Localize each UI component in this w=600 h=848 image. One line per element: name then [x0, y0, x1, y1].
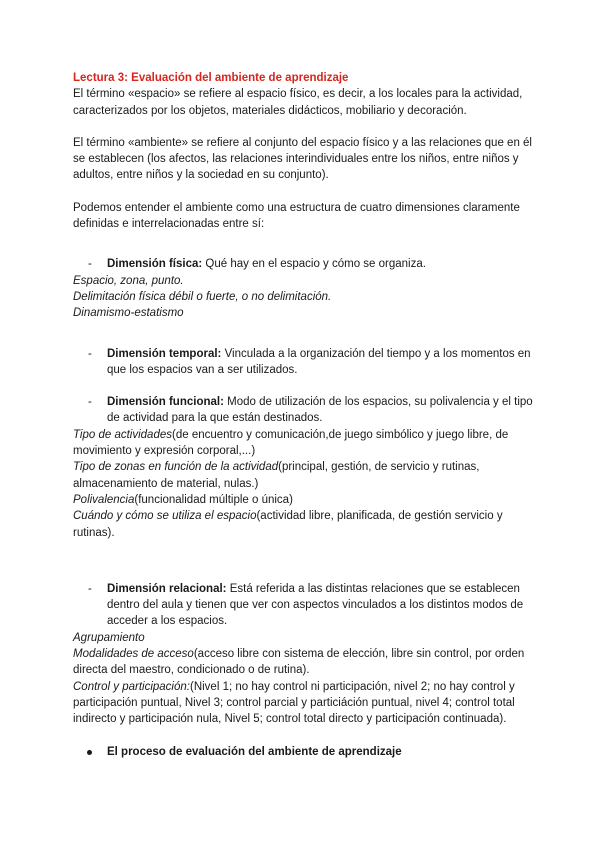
fisica-line: Delimitación física débil o fuerte, o no delimitación.	[73, 290, 332, 303]
dash-marker: -	[88, 347, 92, 360]
paragraph-dimensiones: Podemos entender el ambiente como una estructura de cuatro dimensiones claramente definidas e interrelacionadas entre sí:	[73, 201, 520, 231]
dimension-relacional-label: Dimensión relacional:	[107, 582, 227, 595]
dimension-temporal-label: Dimensión temporal:	[107, 347, 222, 360]
dash-marker: -	[88, 582, 92, 595]
dimension-funcional-text: Modo de utilización de los espacios, su polivalencia y el tipo de actividad para la que están destinados.	[107, 396, 533, 425]
document-content	[73, 70, 533, 760]
dimension-temporal	[73, 346, 533, 379]
bullet-dot-icon	[87, 750, 92, 755]
paragraph-ambiente: El término «ambiente» se refiere al conjunto del espacio físico y a las relaciones que en él se establecen (los afectos, las relaciones interindividuales entre los niños, entre niños y adultos, entre niños y la sociedad en su conjunto).	[73, 136, 532, 182]
dash-marker: -	[88, 258, 92, 271]
relacional-item-detail: (Nivel 1; no hay control ni participación, nivel 2; no hay control y participación puntual, Nivel 3; control parcial y particiáción puntual, nivel 4; control total indirecto y participación nula, Nivel 5; control total directo y participación continuada).	[73, 680, 515, 726]
dimension-fisica-label: Dimensión física:	[107, 258, 203, 271]
lecture-title: Lectura 3: Evaluación del ambiente de aprendizaje	[73, 72, 349, 84]
funcional-item-detail: (funcionalidad múltiple o única)	[134, 493, 293, 506]
relacional-item-detail: (acceso libre con sistema de elección, libre sin control, por orden directa del maestro, condicionado o de rutina).	[73, 648, 525, 677]
relacional-item-term: Agrupamiento	[73, 631, 145, 644]
fisica-line: Dinamismo-estatismo	[73, 307, 184, 320]
relacional-item-term: Control y participación:	[73, 680, 190, 693]
funcional-item-term: Polivalencia	[73, 493, 135, 506]
dimension-temporal-text: Vinculada a la organización del tiempo y a los momentos en que los espacios van a ser utilizados.	[107, 347, 531, 376]
dash-marker: -	[88, 396, 92, 409]
fisica-line: Espacio, zona, punto.	[73, 274, 184, 287]
dimension-fisica	[73, 256, 533, 272]
funcional-item-detail: (principal, gestión, de servicio y rutinas, almacenamiento de material, nulas.)	[73, 461, 480, 490]
funcional-item	[73, 427, 533, 460]
relacional-item	[73, 679, 533, 728]
relacional-item	[73, 646, 533, 679]
dimension-relacional	[73, 581, 533, 630]
funcional-item-term: Cuándo y cómo se utiliza el espacio	[73, 510, 257, 523]
funcional-item	[73, 459, 533, 492]
bullet-proceso-text: El proceso de evaluación del ambiente de aprendizaje	[107, 745, 402, 758]
dimension-funcional-label: Dimensión funcional:	[107, 396, 224, 409]
relacional-item	[73, 630, 533, 646]
relacional-item-term: Modalidades de acceso	[73, 648, 194, 661]
dimension-relacional-text: Está referida a las distintas relaciones que se establecen dentro del aula y tienen que ver con aspectos vinculados a los distintos modos de acceder a los espacios.	[107, 582, 524, 628]
bullet-proceso	[73, 744, 533, 760]
funcional-item-term: Tipo de zonas en función de la actividad	[73, 461, 279, 474]
dimension-funcional	[73, 394, 533, 427]
funcional-item	[73, 508, 533, 541]
dimension-fisica-text: Qué hay en el espacio y cómo se organiza.	[202, 258, 426, 271]
paragraph-espacio: El término «espacio» se refiere al espacio físico, es decir, a los locales para la actividad, caracterizados por los objetos, materiales didácticos, mobiliario y decoración.	[73, 88, 523, 117]
funcional-item-term: Tipo de actividades	[73, 428, 172, 441]
funcional-item-detail: (actividad libre, planificada, de gestión servicio y rutinas).	[73, 510, 503, 539]
funcional-item-detail: (de encuentro y comunicación,de juego simbólico y juego libre, de movimiento y expresión corporal,...)	[73, 428, 509, 458]
funcional-item	[73, 492, 533, 508]
